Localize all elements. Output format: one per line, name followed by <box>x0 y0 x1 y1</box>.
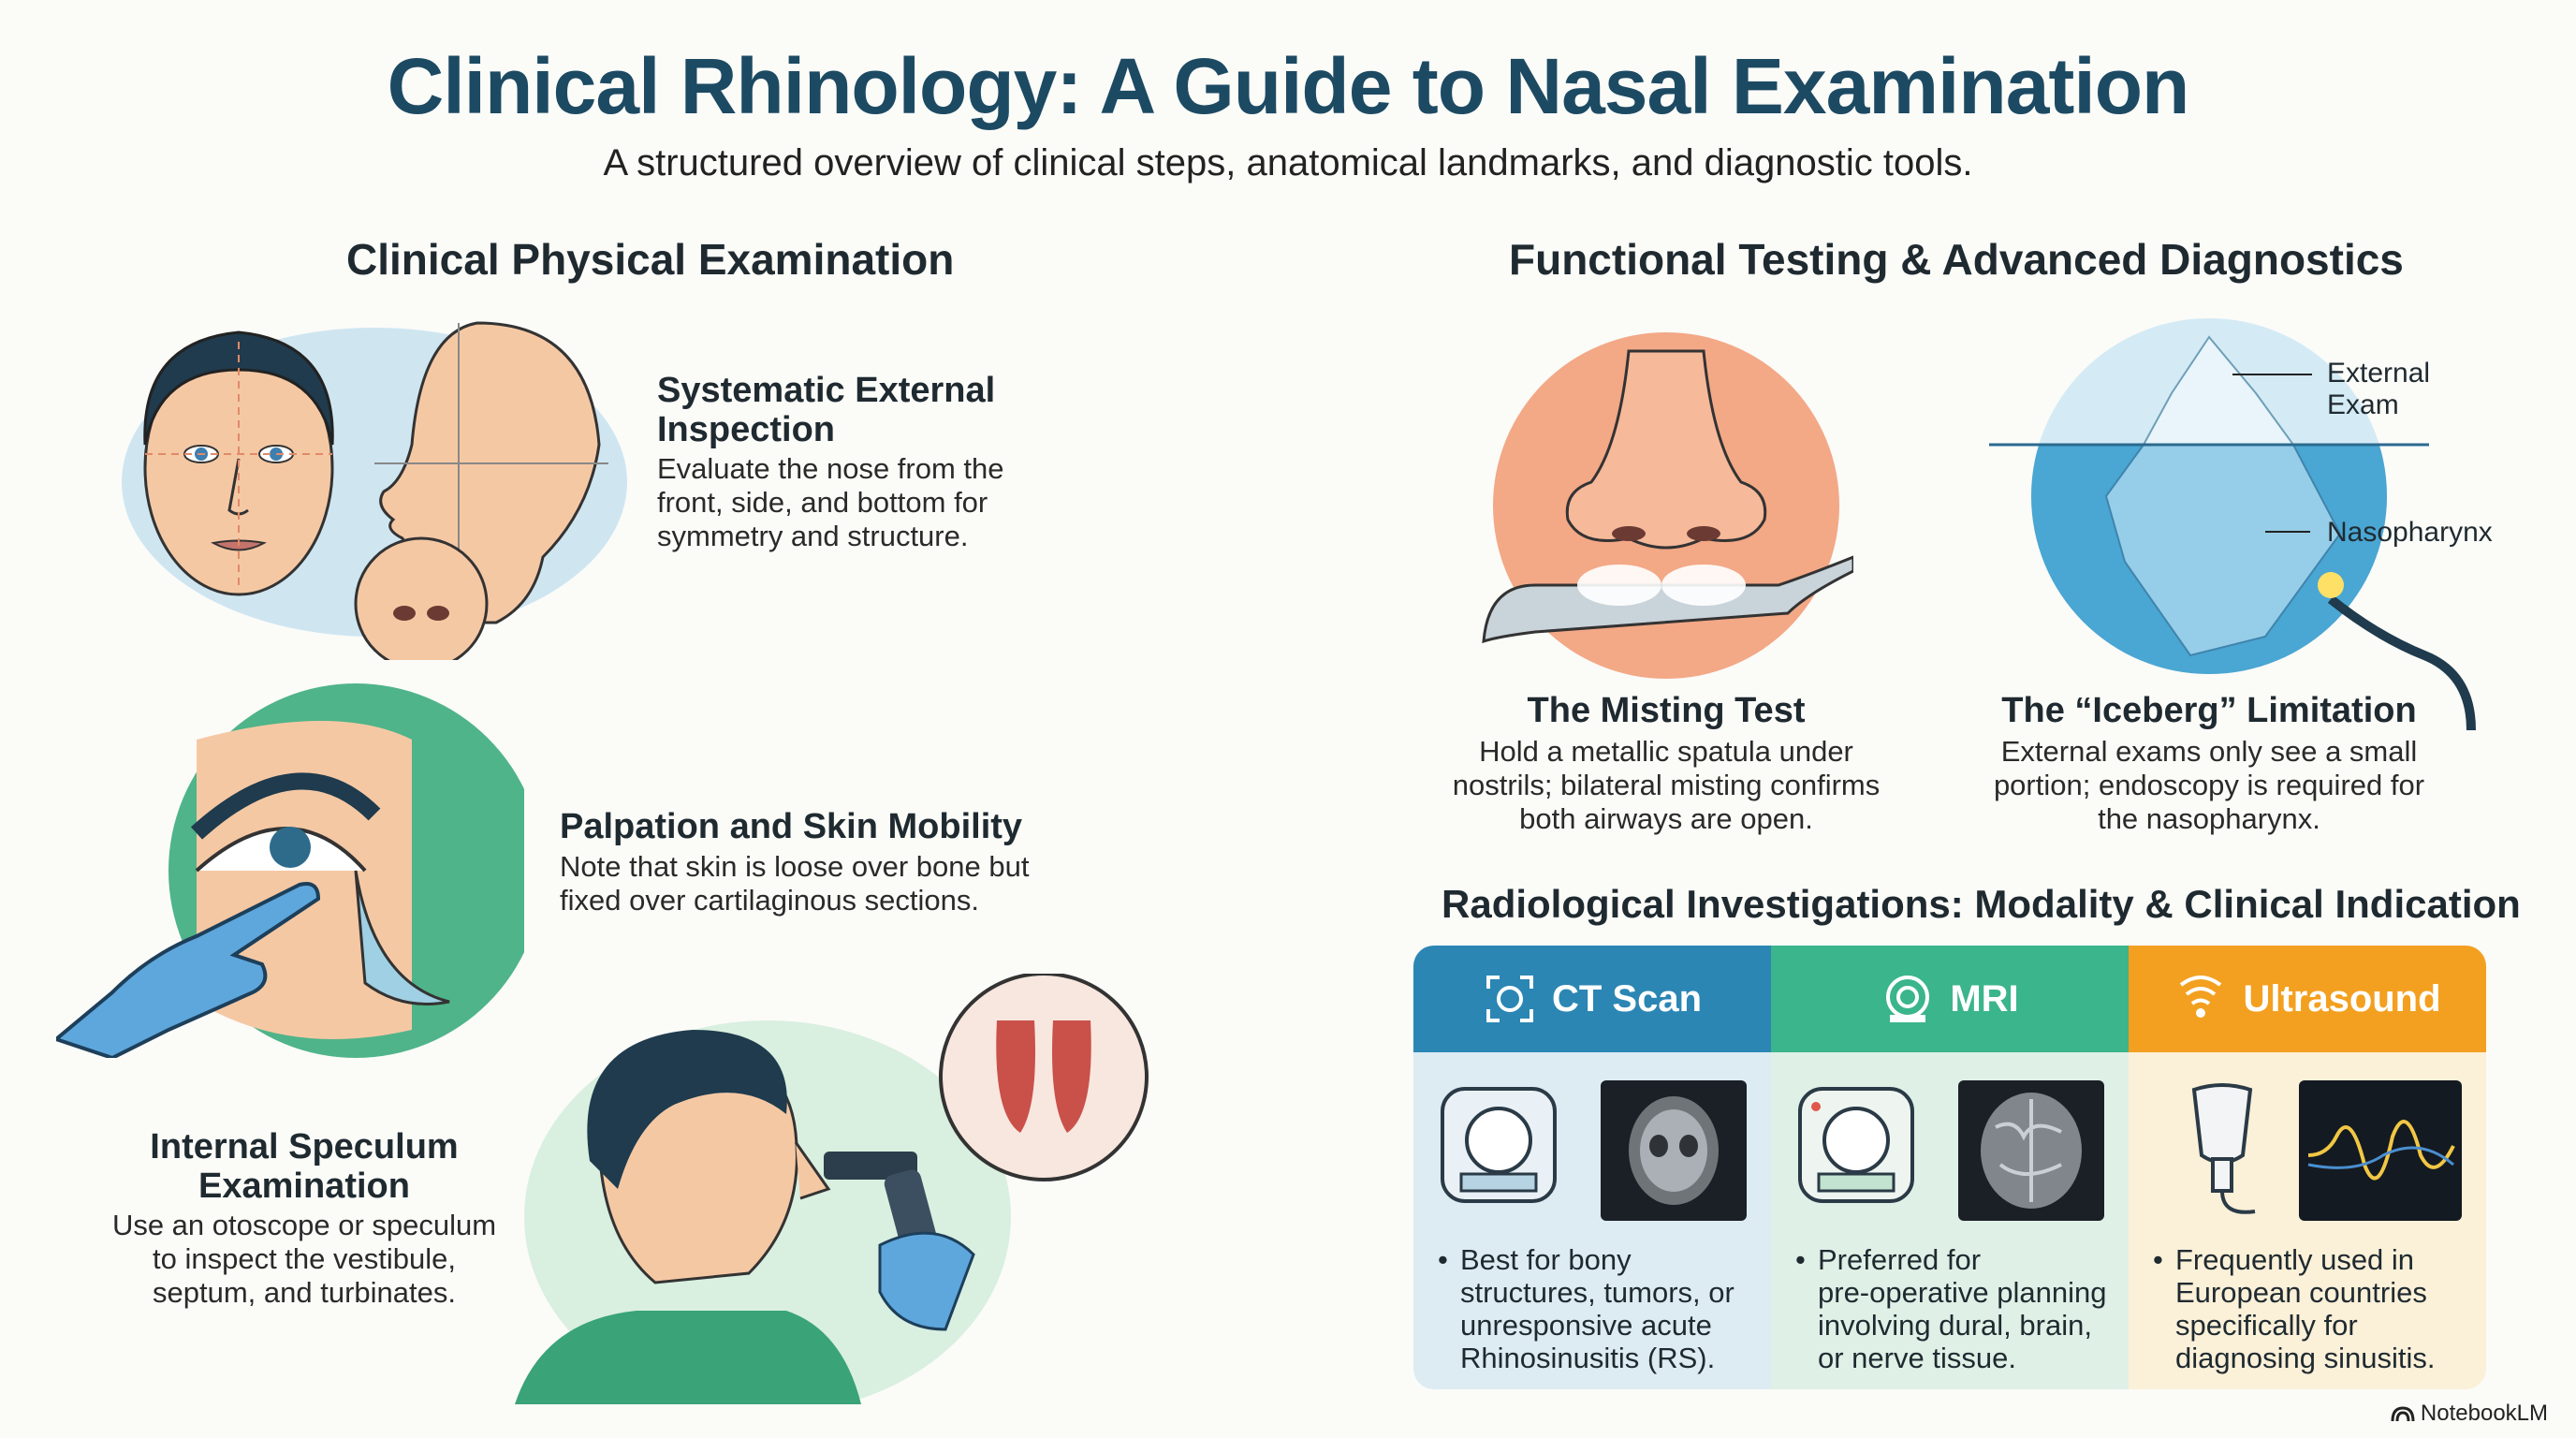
ct-scan-body <box>1413 1052 1771 1389</box>
misting-test-body <box>1404 735 1928 836</box>
speculum-body-line: Use an otoscope or speculum <box>111 1209 497 1241</box>
ct-scan-image <box>1601 1080 1747 1221</box>
ct-bullet-line: Best for bony <box>1460 1243 1632 1276</box>
ct-bullet-line: Rhinosinusitis (RS). <box>1460 1342 1716 1374</box>
external-inspection-title-line1: Systematic External <box>657 371 996 410</box>
iceberg-body-line: External exams only see a small <box>2000 735 2418 768</box>
mri-header <box>1771 946 2129 1052</box>
ct-scan-bullet: • Best for bony structures, tumors, or unresponsive acute Rhinosinusitis (RS). <box>1438 1243 1756 1374</box>
radiology-table <box>1413 946 2486 1389</box>
mri-bullet-line: pre-operative planning <box>1818 1276 2107 1309</box>
notebooklm-logo-icon <box>2391 1404 2415 1423</box>
label-external-line2: Exam <box>2327 389 2399 420</box>
mri-body <box>1771 1052 2129 1389</box>
ultrasound-icon <box>2174 972 2228 1026</box>
ct-bullet-line: unresponsive acute <box>1460 1309 1712 1342</box>
misting-test-body-line: nostrils; bilateral misting confirms <box>1452 769 1881 801</box>
mri-scan-image <box>1958 1080 2104 1221</box>
mri-label: MRI <box>1950 977 2019 1020</box>
ct-scan-label: CT Scan <box>1551 977 1703 1020</box>
speculum-title <box>103 1127 505 1206</box>
speculum-exam-illustration <box>505 974 1161 1404</box>
mri-bullet-line: or nerve tissue. <box>1818 1342 2016 1374</box>
ultrasound-bullet-line: diagnosing sinusitis. <box>2175 1342 2436 1374</box>
ultrasound-header <box>2129 946 2486 1052</box>
iceberg-body <box>1947 735 2471 836</box>
brand-watermark <box>2391 1401 2548 1427</box>
radiology-column-ultrasound <box>2129 946 2486 1389</box>
ultrasound-bullet: • Frequently used in European countries specifically for diagnosing sinusitis. <box>2153 1243 2471 1374</box>
label-external-exam <box>2327 358 2430 421</box>
ultrasound-body <box>2129 1052 2486 1389</box>
speculum-body <box>94 1209 515 1310</box>
misting-test-illustration <box>1479 332 1853 679</box>
ct-scan-icon <box>1483 972 1537 1026</box>
ultrasound-label: Ultrasound <box>2243 977 2441 1020</box>
speculum-body-line: to inspect the vestibule, <box>153 1242 456 1275</box>
external-inspection-body-line: front, side, and bottom for <box>657 486 988 519</box>
page-title: Clinical Rhinology: A Guide to Nasal Examination <box>387 42 2189 130</box>
palpation-body <box>560 850 1029 917</box>
speculum-body-line: septum, and turbinates. <box>153 1276 456 1309</box>
radiology-column-mri <box>1771 946 2129 1389</box>
ultrasound-image <box>2299 1080 2462 1221</box>
ultrasound-probe-icon <box>2175 1080 2269 1221</box>
external-inspection-title-line2: Inspection <box>657 410 836 449</box>
palpation-body-line: Note that skin is loose over bone but <box>560 850 1030 883</box>
label-nasopharynx: Nasopharynx <box>2327 517 2493 548</box>
iceberg-body-line: the nasopharynx. <box>2098 802 2320 835</box>
functional-heading: Functional Testing & Advanced Diagnostics <box>1509 235 2404 284</box>
misting-test-title: The Misting Test <box>1527 691 1806 730</box>
ultrasound-bullet-line: specifically for <box>2175 1309 2358 1342</box>
iceberg-body-line: portion; endoscopy is required for <box>1993 769 2425 801</box>
misting-test-body-line: both airways are open. <box>1519 802 1813 835</box>
mri-scanner-icon <box>1795 1084 1917 1215</box>
label-external-line1: External <box>2327 358 2431 389</box>
ultrasound-bullet-line: Frequently used in <box>2175 1243 2415 1276</box>
external-inspection-body-line: Evaluate the nose from the <box>657 452 1004 485</box>
palpation-title: Palpation and Skin Mobility <box>560 807 1023 846</box>
mri-bullet: • Preferred for pre-operative planning involving dural, brain, or nerve tissue. <box>1795 1243 2114 1374</box>
external-inspection-body-line: symmetry and structure. <box>657 520 969 552</box>
brand-label: NotebookLM <box>2420 1401 2548 1426</box>
palpation-body-line: fixed over cartilaginous sections. <box>560 884 980 917</box>
page-subtitle: A structured overview of clinical steps, anatomical landmarks, and diagnostic tools. <box>603 142 1973 183</box>
physical-exam-heading: Clinical Physical Examination <box>346 235 955 284</box>
external-inspection-title <box>657 371 995 449</box>
speculum-title-line2: Examination <box>198 1167 410 1206</box>
palpation-illustration <box>56 683 524 1058</box>
ct-scan-header <box>1413 946 1771 1052</box>
mri-icon <box>1881 972 1935 1026</box>
ultrasound-bullet-line: European countries <box>2175 1276 2427 1309</box>
radiology-column-ct <box>1413 946 1771 1389</box>
misting-test-body-line: Hold a metallic spatula under <box>1479 735 1853 768</box>
iceberg-title: The “Iceberg” Limitation <box>2001 691 2417 730</box>
external-inspection-illustration <box>103 304 637 660</box>
external-inspection-body <box>657 452 1004 553</box>
ct-bullet-line: structures, tumors, or <box>1460 1276 1734 1309</box>
ct-scanner-icon <box>1438 1084 1559 1215</box>
radiology-heading: Radiological Investigations: Modality & Clinical Indication <box>1442 882 2521 926</box>
mri-bullet-line: involving dural, brain, <box>1818 1309 2092 1342</box>
speculum-title-line1: Internal Speculum <box>150 1127 459 1167</box>
mri-bullet-line: Preferred for <box>1818 1243 1982 1276</box>
